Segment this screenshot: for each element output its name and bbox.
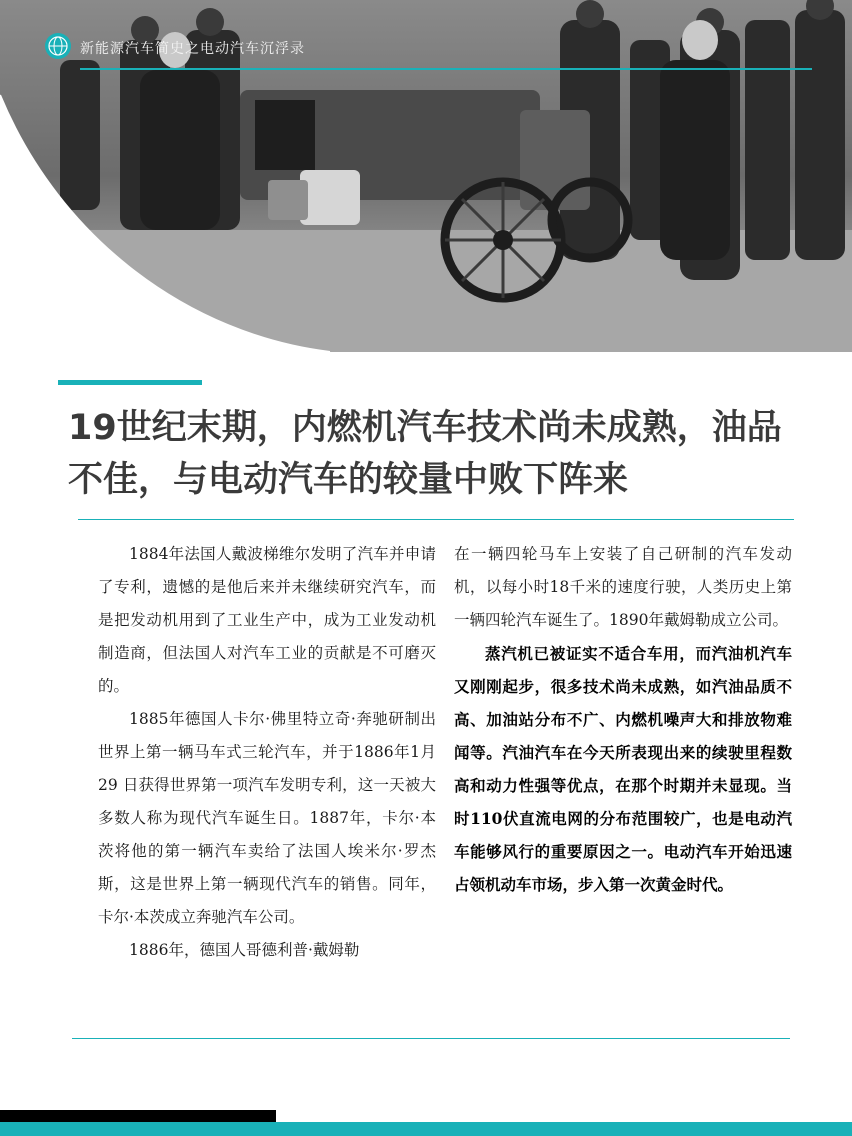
footer-black-bar bbox=[0, 1110, 276, 1122]
footer-teal-bar bbox=[0, 1122, 852, 1136]
title-accent-bar bbox=[58, 380, 202, 385]
paragraph: 1884年法国人戴波梯维尔发明了汽车并申请了专利，遗憾的是他后来并未继续研究汽车，而是把发动机用到了工业生产中，成为工业发动机制造商，但法国人对汽车工业的贡献是不可磨灭的。 bbox=[98, 545, 436, 695]
page-header bbox=[44, 30, 814, 70]
right-column bbox=[454, 538, 792, 901]
paragraph: 1886年，德国人哥德利普·戴姆勒 bbox=[129, 941, 360, 959]
paragraph-continuation: 在一辆四轮马车上安装了自己研制的汽车发动机，以每小时18千米的速度行驶，人类历史上第一辆四轮汽车诞生了。1890年戴姆勒成立公司。 bbox=[454, 545, 792, 629]
emphasis-paragraph: 蒸汽机已被证实不适合车用，而汽油机汽车又刚刚起步，很多技术尚未成熟，如汽油品质不高、加油站分布不广、内燃机噪声大和排放物难闻等。汽油汽车在今天所表现出来的续驶里程数高和动力性强等优点，在那个时期并未显现。当时110伏直流电网的分布范围较广，也是电动汽车能够风行的重要原因之一。电动汽车开始迅速占领机动车市场，步入第一次黄金时代。 bbox=[454, 644, 792, 894]
header-divider bbox=[80, 68, 812, 70]
bottom-divider bbox=[72, 1038, 790, 1039]
breadcrumb: 新能源汽车简史之电动汽车沉浮录 bbox=[80, 41, 305, 57]
paragraph: 1885年德国人卡尔·佛里特立奇·奔驰研制出世界上第一辆马车式三轮汽车，并于1886年1月29 日获得世界第一项汽车发明专利，这一天被大多数人称为现代汽车诞生日。1887年，卡尔·本茨将他的第一辆汽车卖给了法国人埃米尔·罗杰斯，这是世界上第一辆现代汽车的销售。同年，卡尔·本茨成立奔驰汽车公司。 bbox=[98, 710, 436, 926]
top-divider bbox=[78, 519, 794, 520]
left-column bbox=[98, 538, 436, 967]
article-headline: 19世纪末期，内燃机汽车技术尚未成熟，油品不佳，与电动汽车的较量中败下阵来 bbox=[68, 408, 782, 500]
circle-globe-logo-icon bbox=[44, 32, 72, 60]
